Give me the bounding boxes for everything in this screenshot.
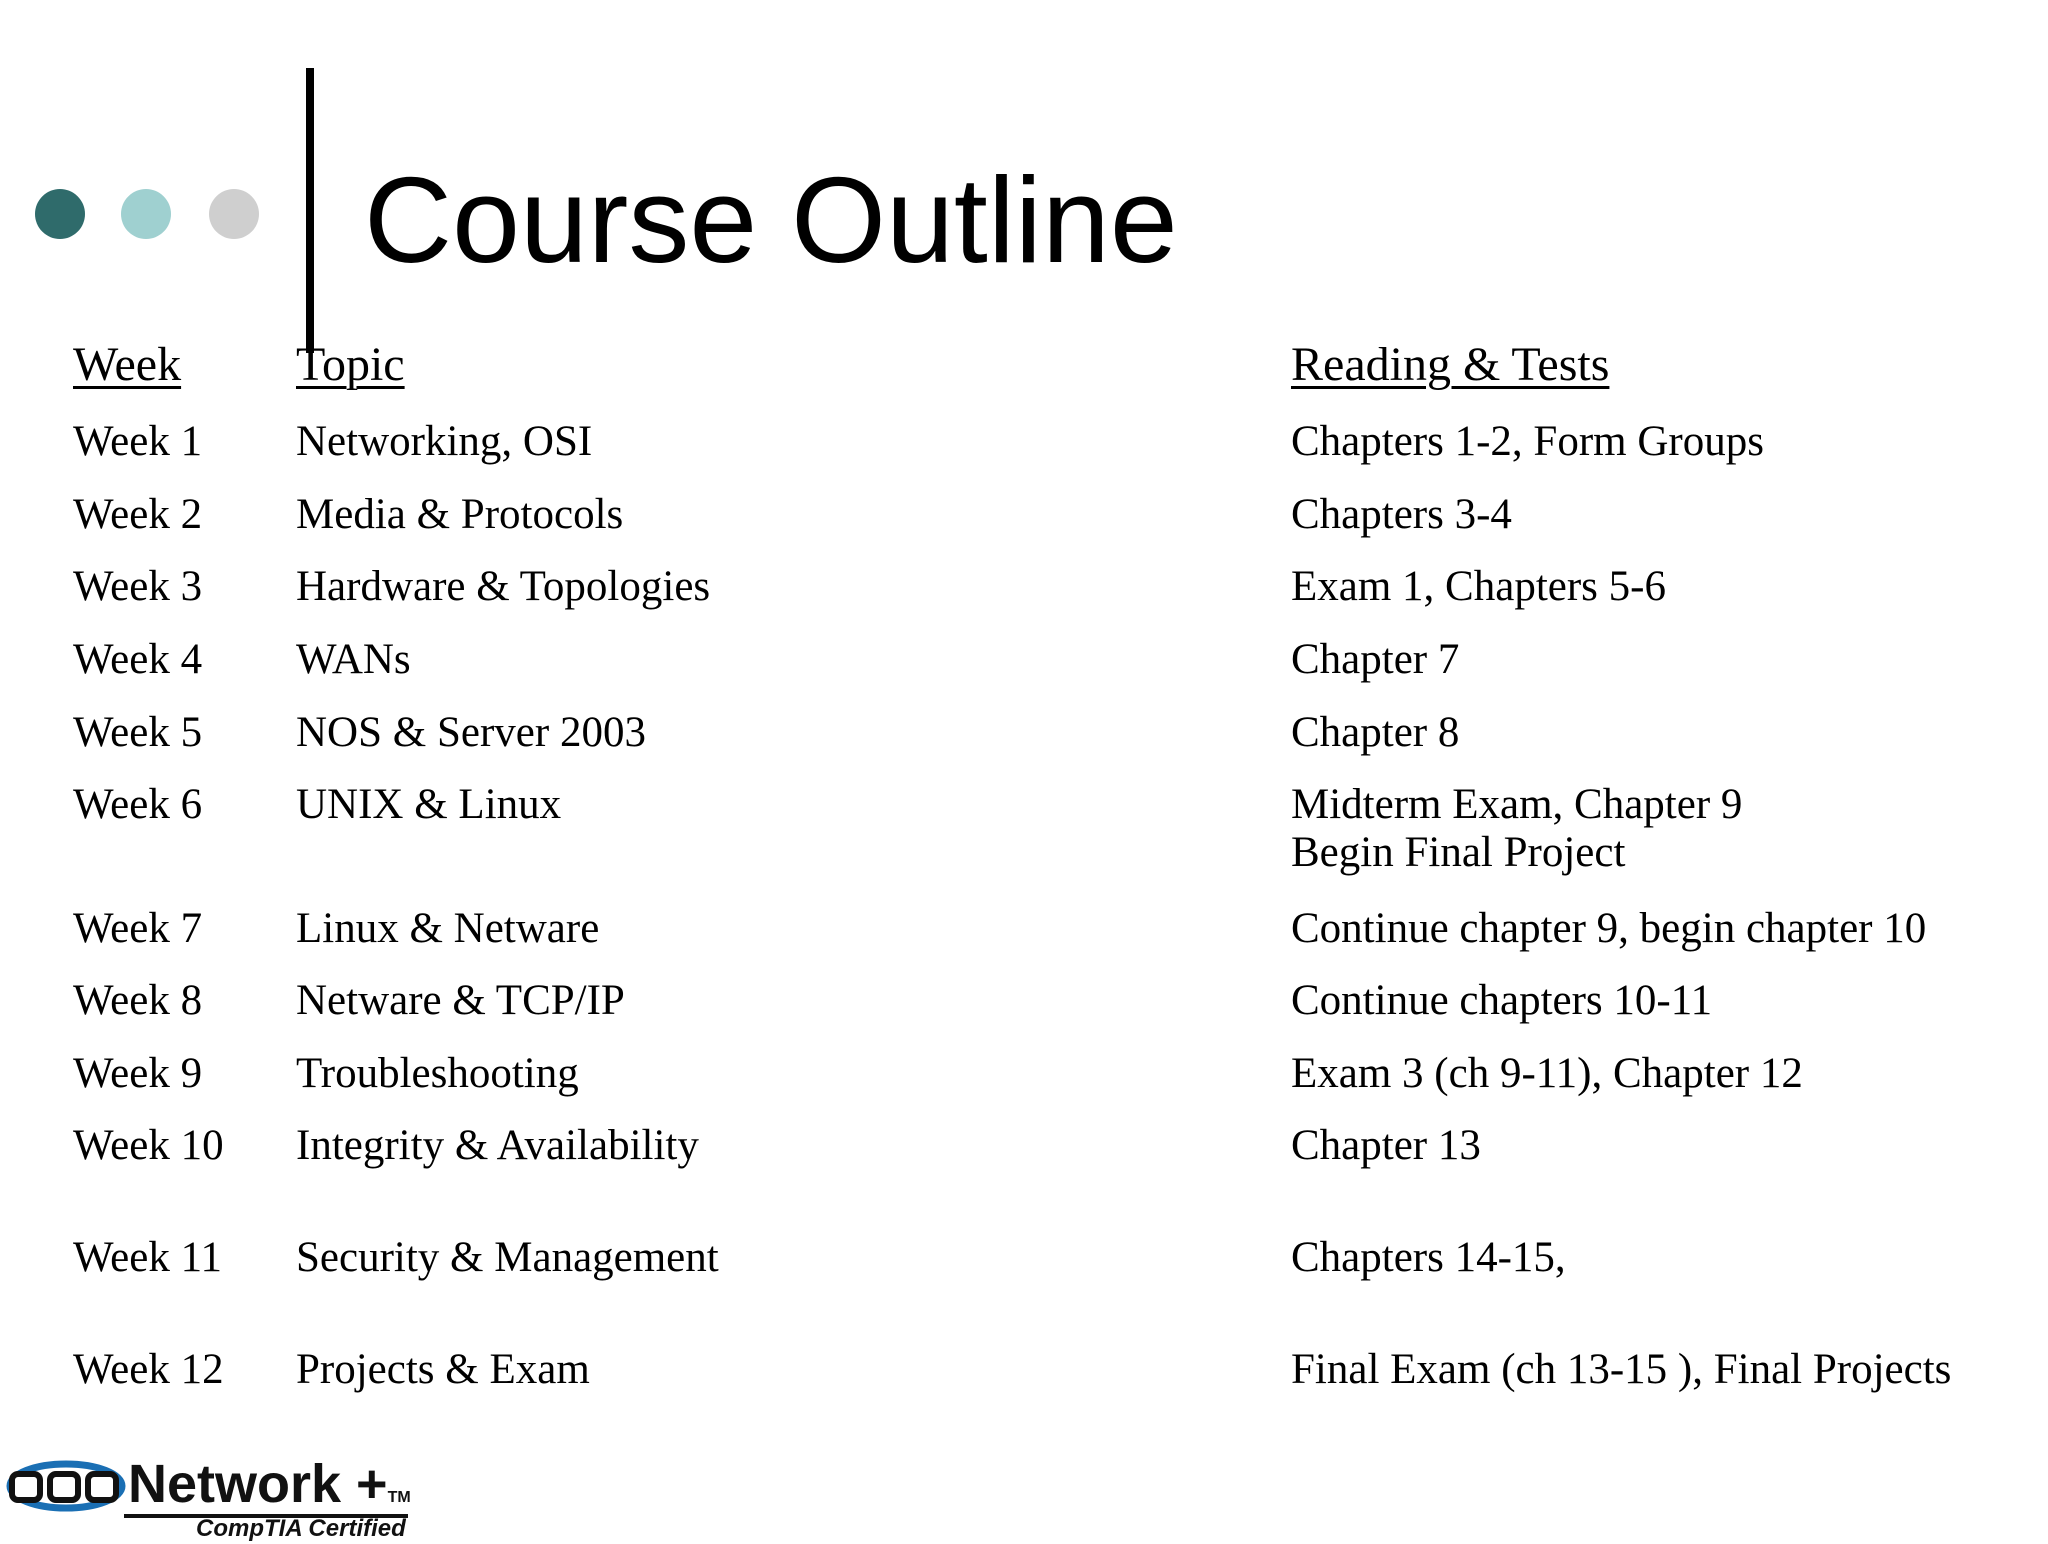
row-topic: NOS & Server 2003: [296, 709, 646, 756]
slide-title: Course Outline: [364, 152, 1178, 288]
row-week: Week 6: [73, 781, 203, 828]
network-plus-logo: [6, 1454, 426, 1542]
row-week: Week 2: [73, 491, 203, 538]
row-reading: Chapters 1-2, Form Groups: [1291, 418, 1764, 465]
row-topic: Hardware & Topologies: [296, 563, 711, 610]
row-reading: Exam 3 (ch 9-11), Chapter 12: [1291, 1050, 1803, 1097]
row-week: Week 12: [73, 1346, 224, 1393]
header-reading: Reading & Tests: [1291, 338, 1610, 391]
row-week: Week 1: [73, 418, 203, 465]
row-topic: Integrity & Availability: [296, 1122, 699, 1169]
row-topic: Networking, OSI: [296, 418, 593, 465]
row-topic: Linux & Netware: [296, 905, 600, 952]
decorative-dot-light: [121, 189, 171, 239]
logo-name-text: Network +: [128, 1454, 388, 1514]
decorative-dot-gray: [209, 189, 259, 239]
header-topic: Topic: [296, 338, 405, 391]
logo-rings-icon: [6, 1454, 126, 1534]
logo-trademark: TM: [387, 1489, 411, 1506]
row-topic: WANs: [296, 636, 411, 683]
row-reading: Chapter 7: [1291, 636, 1460, 683]
header-week: Week: [73, 338, 182, 391]
row-reading: Continue chapters 10-11: [1291, 977, 1713, 1024]
logo-subtitle: CompTIA Certified: [196, 1515, 406, 1542]
row-reading: Chapter 8: [1291, 709, 1460, 756]
row-week: Week 5: [73, 709, 203, 756]
decorative-dot-dark: [35, 189, 85, 239]
row-week: Week 8: [73, 977, 203, 1024]
row-topic: Troubleshooting: [296, 1050, 579, 1097]
row-reading-line-2: Begin Final Project: [1291, 829, 1626, 876]
row-reading: Chapters 14-15,: [1291, 1234, 1566, 1281]
row-week: Week 10: [73, 1122, 224, 1169]
row-reading: Final Exam (ch 13-15 ), Final Projects: [1291, 1346, 1952, 1393]
row-topic: Security & Management: [296, 1234, 719, 1281]
row-reading: Chapter 13: [1291, 1122, 1481, 1169]
row-reading: Continue chapter 9, begin chapter 10: [1291, 905, 1927, 952]
row-week: Week 7: [73, 905, 203, 952]
row-week: Week 3: [73, 563, 203, 610]
row-topic: UNIX & Linux: [296, 781, 562, 828]
row-topic: Media & Protocols: [296, 491, 624, 538]
row-topic: Netware & TCP/IP: [296, 977, 625, 1024]
row-reading: Midterm Exam, Chapter 9: [1291, 781, 1743, 828]
title-divider-bar: [306, 68, 314, 353]
row-reading: Exam 1, Chapters 5-6: [1291, 563, 1666, 610]
row-week: Week 11: [73, 1234, 222, 1281]
row-reading: Chapters 3-4: [1291, 491, 1512, 538]
row-topic: Projects & Exam: [296, 1346, 590, 1393]
row-week: Week 9: [73, 1050, 203, 1097]
row-week: Week 4: [73, 636, 203, 683]
